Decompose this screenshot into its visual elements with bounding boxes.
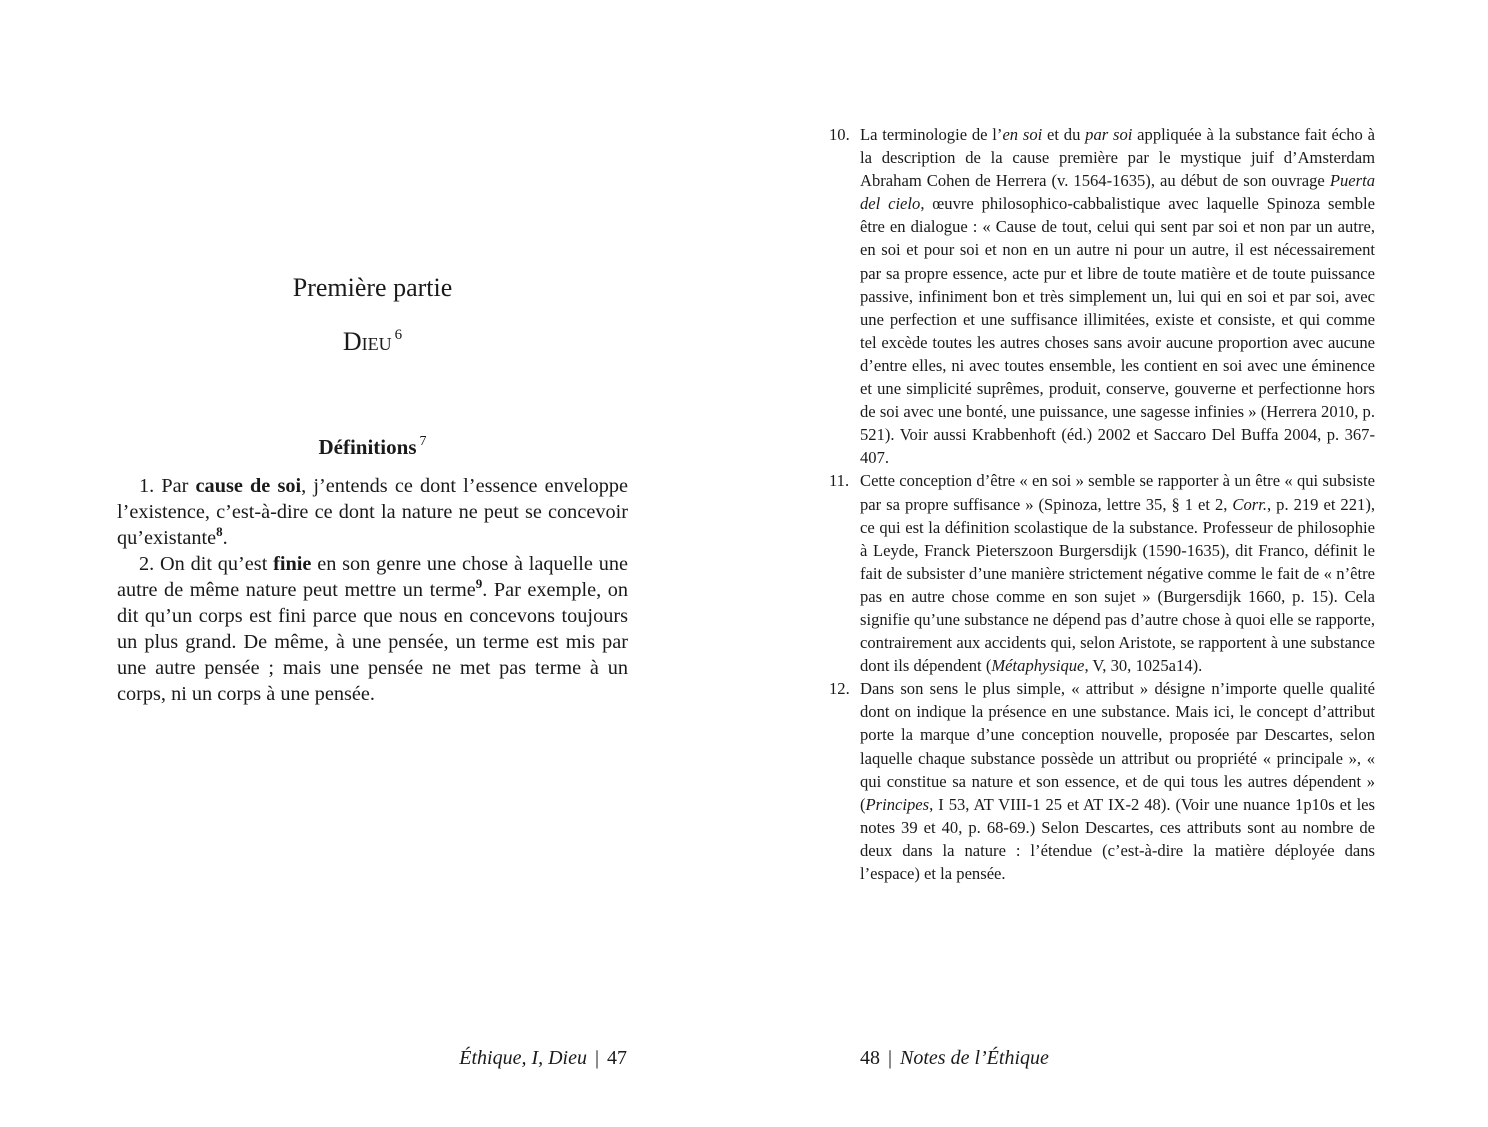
page-number: 47: [607, 1047, 627, 1069]
footnote-ref: 6: [394, 327, 403, 343]
definition-text: . Par exemple, on dit qu’un corps est fini parce que nous en concevons toujours un plus grand. De même, à une pensée, un terme est mis par une autre pensée ; mais une pensée ne met pas terme à un corps, ni un corps à une pensée.: [117, 579, 628, 705]
note-text: [860, 677, 1375, 885]
right-page: [744, 0, 1488, 1127]
folio-separator: |: [888, 1047, 893, 1069]
running-head: Éthique, I, Dieu: [459, 1047, 587, 1069]
part-title: Première partie: [292, 273, 453, 302]
note-italic-text: en soi: [1002, 125, 1043, 144]
page-number: 48: [860, 1047, 880, 1069]
note-text-segment: appliquée à la substance fait écho à la description de la cause première par le mystique juif d’Amsterdam Abraham Cohen de Herrera (v. 1564-1635), au début de son ouvrage: [860, 125, 1375, 191]
note-item: [829, 677, 1375, 885]
definitions-heading-text: Définitions: [318, 435, 417, 459]
note-italic-text: Métaphysique: [991, 656, 1085, 676]
note-text-segment: , V, 30, 1025a14).: [1084, 656, 1203, 676]
definitions-body: [117, 473, 628, 707]
note-number: 12.: [829, 679, 850, 699]
note-text-segment: La terminologie de l’: [860, 125, 1003, 144]
note-italic-text: Puerta del cielo: [860, 171, 1375, 214]
footnote-ref: 8: [216, 524, 223, 539]
note-italic-text: par soi: [1085, 125, 1133, 144]
definition-text: en son genre une chose à laquelle une autre de même nature peut mettre un terme: [117, 553, 628, 601]
note-number: 10.: [829, 125, 850, 144]
definitions-heading: [117, 433, 628, 461]
definition-number: 1. Par: [139, 475, 196, 497]
defined-term: cause de soi: [195, 475, 302, 497]
definition-paragraph: [117, 473, 628, 551]
notes-list: [829, 123, 1375, 885]
section-title: [117, 325, 628, 359]
note-text: [860, 123, 1375, 469]
note-item: [829, 123, 1375, 469]
note-number: 11.: [829, 471, 850, 491]
footnote-ref: 7: [419, 434, 427, 449]
page-footer: [860, 1044, 1049, 1072]
defined-term: finie: [273, 553, 312, 575]
note-italic-text: Corr.: [1232, 494, 1268, 514]
definition-text: .: [222, 527, 228, 549]
note-text-segment: et du: [1042, 125, 1086, 144]
section-title-text: Dieu: [342, 327, 392, 356]
note-text-segment: Dans son sens le plus simple, « attribut » désigne n’importe quelle qualité dont on indique la présence en une substance. Mais ici, le concept d’attribut porte la marque d’une conception nouvelle, proposée par Descartes, selon laquelle chaque substance possède un attribut ou propriété « principale », « qui constitue sa nature et son essence, et de qui tous les autres dépendent » (: [860, 679, 1375, 814]
note-text-segment: , œuvre philosophico-cabbalistique avec laquelle Spinoza semble être en dialogue : « Cause de tout, celui qui sent par soi et non par un autre, en soi et pour soi et non en un autre ni pour un autre, il est nécessairement par sa propre essence, acte pur et libre de toute matière et de toute puissance passive, infiniment bon et très simplement un, lui qui en soi et par soi, avec une perfection et une suffisance illimitées, existe et consiste, et qui comme tel excède toutes les autres choses sans avoir aucune proportion avec aucune d’entre elles, ni avec toutes ensemble, les contient en soi avec une éminence et une simplicité suprêmes, produit, conserve, gouverne et perfectionne hors de soi avec une bonté, une puissance, une sagesse infinies » (Herrera 2010, p. 521). Voir aussi Krabbenhoft (éd.) 2002 et Saccaro Del Buffa 2004, p. 367-407.: [860, 194, 1376, 468]
note-text-segment: , p. 219 et 221), ce qui est la définition scolastique de la substance. Professeur de philosophie à Leyde, Franck Pieterszoon Burgersdijk (1590-1635), dit Franco, définit le fait de subsister d’une manière strictement négative comme le fait de « n’être pas en autre chose comme en son sujet » (Burgersdijk 1660, p. 15). Cela signifie qu’une substance ne dépend pas d’autre chose à quoi elle se rapporte, contrairement aux accidents qui, selon Aristote, se rapportent à une substance dont ils dépendent (: [860, 494, 1375, 676]
note-text-segment: Cette conception d’être « en soi » semble se rapporter à un être « qui subsiste par sa propre suffisance » (Spinoza, lettre 35, § 1 et 2,: [860, 471, 1375, 514]
definition-number: 2. On dit qu’est: [139, 553, 274, 575]
footnote-ref: 9: [475, 576, 483, 591]
note-italic-text: Principes: [865, 794, 930, 814]
folio-separator: |: [594, 1047, 599, 1069]
running-head: Notes de l’Éthique: [900, 1047, 1049, 1069]
note-item: [829, 469, 1375, 677]
note-text-segment: , I 53, AT VIII-1 25 et AT IX-2 48). (Voir une nuance 1p10s et les notes 39 et 40, p. 68-69.) Selon Descartes, ces attributs sont au nombre de deux dans la nature : l’étendue (c’est-à-dire la matière déployée dans l’espace) et la pensée.: [860, 794, 1375, 883]
note-text: [860, 469, 1375, 677]
definition-text: , j’entends ce dont l’essence enveloppe l’existence, c’est-à-dire ce dont la nature ne peut se concevoir qu’existante: [117, 475, 628, 549]
definition-paragraph: [117, 551, 628, 707]
page-footer: [117, 1044, 627, 1072]
